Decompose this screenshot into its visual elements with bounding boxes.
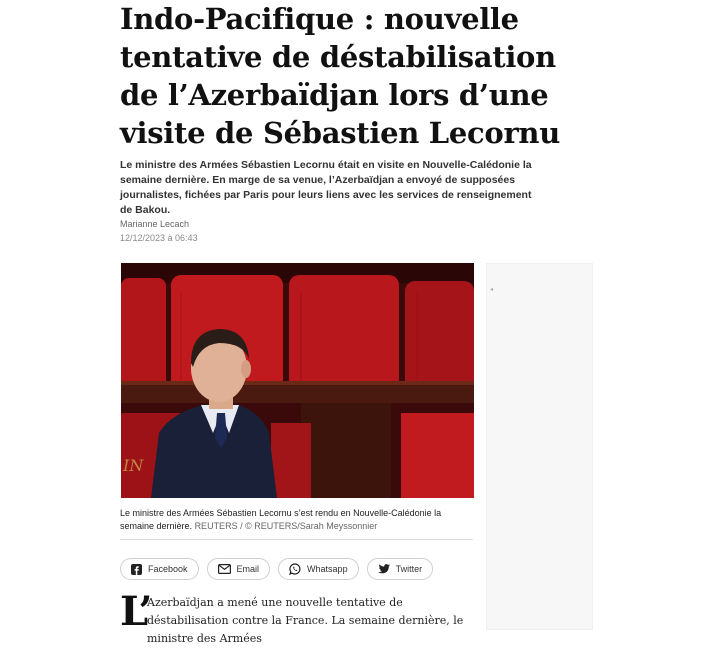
article-date: 12/12/2023 à 06:43 [120, 233, 198, 243]
share-twitter-label: Twitter [395, 564, 423, 574]
share-bar [120, 558, 433, 580]
caption-text: Le ministre des Armées Sébastien Lecornu s’est rendu en Nouvelle-Calédonie la semaine dernière. [120, 508, 442, 531]
article-body: Azerbaïdjan a mené une nouvelle tentative de déstabilisation contre la France. La semaine dernière, le ministre des Armées [147, 596, 464, 645]
article-lede: Le ministre des Armées Sébastien Lecornu était en visite en Nouvelle-Calédonie la semaine dernière. En marge de sa venue, l’Azerbaïdjan a envoyé de supposées journalistes, fichées par Paris pour leurs liens avec les services de renseignement de Bakou. [120, 159, 532, 216]
share-facebook-button[interactable] [120, 558, 199, 580]
photo-caption [120, 507, 475, 533]
share-whatsapp-label: Whatsapp [307, 564, 348, 574]
share-divider [120, 539, 473, 540]
article-headline: Indo-Pacifique : nouvelle tentative de déstabilisation de l’Azerbaïdjan lors d’une visite de Sébastien Lecornu [120, 2, 560, 150]
share-twitter-button[interactable] [367, 558, 434, 580]
share-facebook-label: Facebook [148, 564, 188, 574]
photo-illustration [121, 263, 474, 498]
twitter-icon [378, 564, 390, 574]
ad-slot [486, 263, 593, 630]
ad-marker-icon: ◂ [490, 287, 494, 293]
email-icon [218, 564, 231, 574]
share-email-label: Email [236, 564, 260, 574]
svg-text:IN: IN [123, 456, 144, 475]
share-email-button[interactable] [207, 558, 271, 580]
facebook-icon [131, 564, 142, 575]
caption-credit: REUTERS / © REUTERS/Sarah Meyssonnier [194, 521, 378, 531]
article-photo [121, 263, 474, 498]
dropcap: L’ [120, 588, 153, 635]
share-whatsapp-button[interactable] [278, 558, 359, 580]
whatsapp-icon [289, 563, 301, 575]
article-author[interactable]: Marianne Lecach [120, 219, 190, 229]
